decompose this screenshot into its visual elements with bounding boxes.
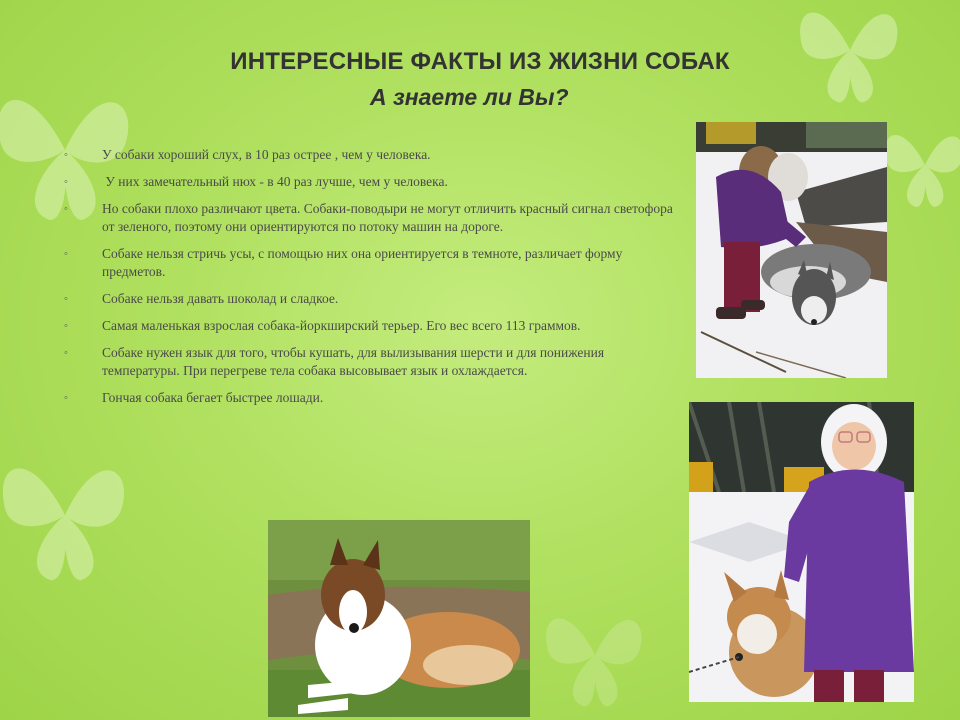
list-item xyxy=(64,344,684,380)
list-item xyxy=(64,317,684,335)
slide-title: ИНТЕРЕСНЫЕ ФАКТЫ ИЗ ЖИЗНИ СОБАК xyxy=(230,48,730,75)
fact-text: У собаки хороший слух, в 10 раз острее , чем у человека. xyxy=(102,147,431,162)
bullet-icon: ◦ xyxy=(64,149,68,161)
fact-text: Собаке нельзя стричь усы, с помощью них она ориентируется в темноте, различает форму предметов. xyxy=(102,246,623,279)
list-item xyxy=(64,245,684,281)
bullet-icon: ◦ xyxy=(64,392,68,404)
photo-collie-lying-on-grass xyxy=(268,520,530,717)
butterfly-decoration-left-bottom xyxy=(0,440,135,590)
photo-girl-with-husky-in-snow xyxy=(696,122,887,378)
list-item xyxy=(64,389,684,407)
bullet-icon: ◦ xyxy=(64,320,68,332)
fact-text: У них замечательный нюх - в 40 раз лучше, чем у человека. xyxy=(102,174,448,189)
list-item xyxy=(64,146,684,164)
list-item xyxy=(64,200,684,236)
slide-subtitle: А знаете ли Вы? xyxy=(370,84,569,110)
bullet-icon: ◦ xyxy=(64,293,68,305)
list-item xyxy=(64,290,684,308)
fact-text: Собаке нельзя давать шоколад и сладкое. xyxy=(102,291,339,306)
bullet-icon: ◦ xyxy=(64,347,68,359)
fact-text: Самая маленькая взрослая собака-йоркширский терьер. Его вес всего 113 граммов. xyxy=(102,318,581,333)
facts-list xyxy=(64,146,684,416)
butterfly-decoration-right-middle xyxy=(880,110,960,220)
fact-text: Гончая собака бегает быстрее лошади. xyxy=(102,390,324,405)
bullet-icon: ◦ xyxy=(64,176,68,188)
fact-text: Но собаки плохо различают цвета. Собаки-поводыри не могут отличить красный сигнал светофора от зеленого, поэтому они ориентируются по потоку машин на дороге. xyxy=(102,201,673,234)
bullet-icon: ◦ xyxy=(64,203,68,215)
bullet-icon: ◦ xyxy=(64,248,68,260)
fact-text: Собаке нужен язык для того, чтобы кушать, для вылизывания шерсти и для понижения температуры. При перегреве тела собака высовывает язык и охлаждается. xyxy=(102,345,605,378)
list-item xyxy=(64,173,684,191)
photo-girl-in-purple-coat-with-husky xyxy=(689,402,914,702)
butterfly-decoration-bottom-center xyxy=(540,590,650,720)
